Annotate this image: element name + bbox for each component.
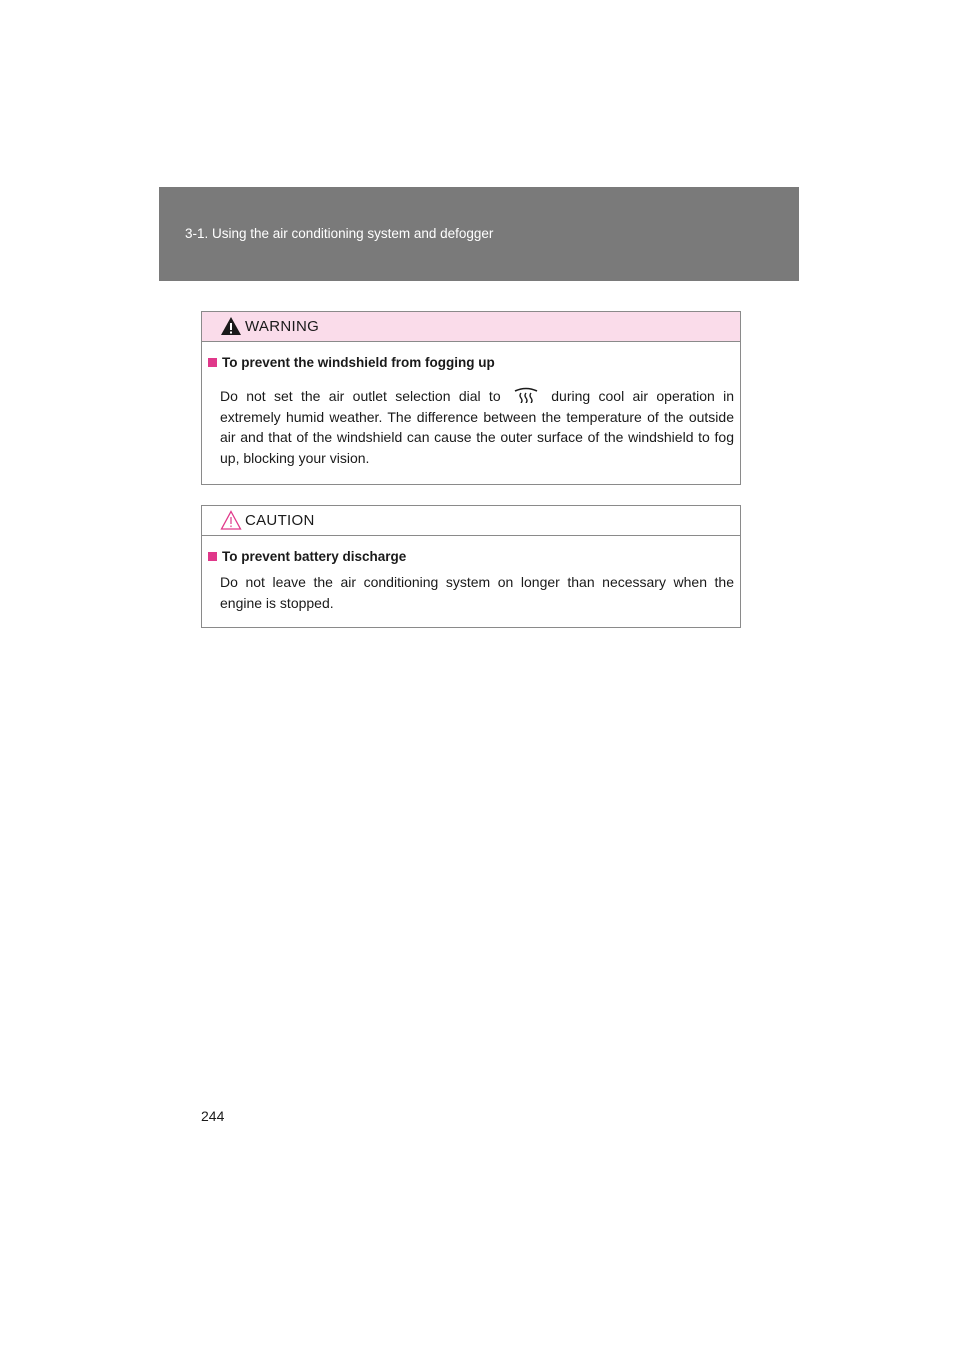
warning-text-after-icon: during cool air operation in extremely humid weather. The difference between the temperature of the outside air and that of the windshield can cause the outer surface of the windshield to fog up, blocking your vision. — [220, 388, 734, 466]
warning-text-before-icon: Do not set the air outlet selection dial to — [220, 388, 501, 404]
caution-body-text: Do not leave the air conditioning system on longer than necessary when the engine is stopped. — [220, 574, 734, 611]
caution-triangle-icon — [220, 510, 242, 530]
section-header-title: 3-1. Using the air conditioning system and defogger — [185, 226, 494, 241]
caution-section-title-text: To prevent battery discharge — [222, 549, 407, 564]
header-band — [159, 187, 799, 281]
caution-section-title — [208, 549, 406, 564]
warning-triangle-icon — [220, 316, 242, 336]
caution-box — [201, 505, 741, 628]
warning-section-title — [208, 355, 495, 370]
bullet-square-icon — [208, 358, 217, 367]
warning-header — [202, 312, 740, 342]
warning-label: WARNING — [245, 318, 320, 335]
caution-header — [202, 506, 740, 536]
bullet-square-icon — [208, 552, 217, 561]
warning-box — [201, 311, 741, 485]
warning-section-title-text: To prevent the windshield from fogging up — [222, 355, 495, 370]
warning-body-text — [220, 386, 734, 468]
page-number: 244 — [201, 1108, 225, 1124]
caution-label: CAUTION — [245, 512, 315, 529]
windshield-defroster-icon — [513, 387, 539, 403]
